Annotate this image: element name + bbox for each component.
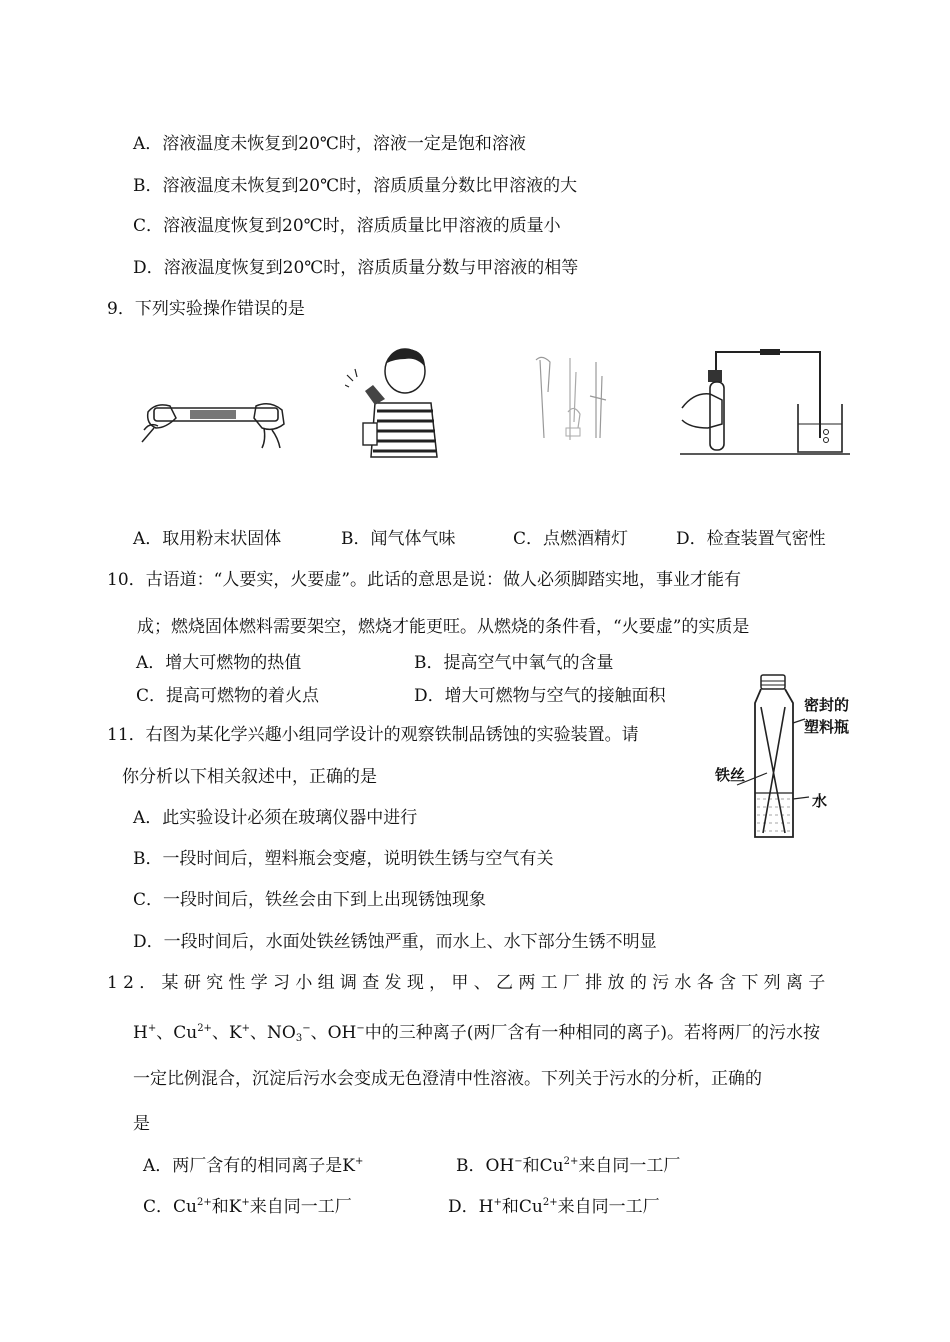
ion-k-charge: + xyxy=(354,1156,364,1167)
q12-option-b-mid: 和Cu xyxy=(522,1156,564,1176)
ion-oh-charge: − xyxy=(514,1156,523,1167)
q8-option-d: D．溶液温度恢复到20℃时，溶质质量分数与甲溶液的相等 xyxy=(133,258,579,278)
q12-option-a xyxy=(143,1155,363,1177)
ion-no3-subscript: 3 xyxy=(295,1033,303,1044)
q12-option-c-pre: C．Cu xyxy=(143,1197,197,1217)
q12-option-d-tail: 来自同一工厂 xyxy=(557,1197,660,1217)
ion-k: K xyxy=(228,1023,242,1043)
figure-label-bottle-1: 密封的 xyxy=(804,696,850,714)
ion-cu-charge: 2+ xyxy=(542,1197,558,1208)
q9-option-b: B．闻气体气味 xyxy=(341,529,456,549)
q10-stem-line2: 成；燃烧固体燃料需要架空，燃烧才能更旺。从燃烧的条件看，“火要虚”的实质是 xyxy=(137,617,750,637)
ion-cu-charge: 2+ xyxy=(197,1023,212,1034)
q9-option-d: D．检查装置气密性 xyxy=(676,529,826,549)
q10-option-b: B．提高空气中氧气的含量 xyxy=(414,653,614,673)
ion-no3-charge: − xyxy=(302,1023,311,1034)
q12-option-d-mid: 和Cu xyxy=(501,1197,543,1217)
q11-option-b: B．一段时间后，塑料瓶会变瘪，说明铁生锈与空气有关 xyxy=(133,849,554,869)
ion-no3: NO xyxy=(267,1023,296,1043)
ion-oh-charge: − xyxy=(356,1023,365,1034)
q11-option-a: A．此实验设计必须在玻璃仪器中进行 xyxy=(133,808,418,828)
q12-option-b-pre: B．OH xyxy=(456,1156,515,1176)
q12-option-d xyxy=(448,1196,660,1218)
q8-option-b: B．溶液温度未恢复到20℃时，溶质质量分数比甲溶液的大 xyxy=(133,176,578,196)
q12-option-c-tail: 来自同一工厂 xyxy=(249,1197,352,1217)
ion-k-charge: + xyxy=(241,1197,250,1208)
alcohol-lamp-figure xyxy=(530,352,620,442)
separator: 、 xyxy=(211,1023,229,1043)
ion-cu: Cu xyxy=(173,1023,198,1043)
q11-option-d: D．一段时间后，水面处铁丝锈蚀严重，而水上、水下部分生锈不明显 xyxy=(133,932,657,952)
q9-option-c: C．点燃酒精灯 xyxy=(513,529,629,549)
q8-option-a: A．溶液温度未恢复到20℃时，溶液一定是饱和溶液 xyxy=(133,134,526,154)
q8-option-c: C．溶液温度恢复到20℃时，溶质质量比甲溶液的质量小 xyxy=(133,216,561,236)
ion-oh: OH xyxy=(327,1023,357,1043)
ion-k-charge: + xyxy=(241,1023,251,1034)
q9-stem: 9．下列实验操作错误的是 xyxy=(107,299,305,319)
q10-option-d: D．增大可燃物与空气的接触面积 xyxy=(414,686,666,706)
q11-stem-line2: 你分析以下相关叙述中，正确的是 xyxy=(122,767,377,787)
ion-cu-charge: 2+ xyxy=(563,1156,579,1167)
powder-solid-figure xyxy=(140,388,290,450)
separator: 、 xyxy=(156,1023,174,1043)
q11-stem-line1: 11．右图为某化学兴趣小组同学设计的观察铁制品锈蚀的实验装置。请 xyxy=(107,725,639,745)
q10-option-c: C．提高可燃物的着火点 xyxy=(136,686,320,706)
q12-stem-line1: 12．某研究性学习小组调查发现，甲、乙两工厂排放的污水各含下列离子 xyxy=(107,973,831,993)
ion-h-charge: + xyxy=(493,1197,502,1208)
figure-label-bottle-2: 塑料瓶 xyxy=(804,718,850,736)
q10-option-a: A．增大可燃物的热值 xyxy=(136,653,302,673)
ion-h-charge: + xyxy=(147,1023,157,1034)
ion-cu-charge: 2+ xyxy=(196,1197,212,1208)
smelling-gas-figure xyxy=(345,345,440,460)
separator: 、 xyxy=(250,1023,268,1043)
q12-stem-line3: 一定比例混合，沉淀后污水会变成无色澄清中性溶液。下列关于污水的分析，正确的 xyxy=(133,1069,762,1089)
figure-label-water: 水 xyxy=(812,792,828,810)
q12-option-c-mid: 和K xyxy=(211,1197,242,1217)
airtightness-check-figure xyxy=(680,348,850,458)
q10-stem-line1: 10．古语道：“人要实，火要虚”。此话的意思是说：做人必须脚踏实地，事业才能有 xyxy=(107,570,742,590)
q12-option-d-pre: D．H xyxy=(448,1197,494,1217)
q12-stem-line2-tail: 中的三种离子(两厂含有一种相同的离子)。若将两厂的污水按 xyxy=(364,1023,821,1043)
q12-stem-line4: 是 xyxy=(133,1114,150,1134)
ion-h: H xyxy=(133,1023,148,1043)
q9-option-a: A．取用粉末状固体 xyxy=(133,529,282,549)
q12-option-b-tail: 来自同一工厂 xyxy=(578,1156,681,1176)
q12-option-a-text: A．两厂含有的相同离子是K xyxy=(143,1156,355,1176)
q11-option-c: C．一段时间后，铁丝会由下到上出现锈蚀现象 xyxy=(133,890,487,910)
separator: 、 xyxy=(310,1023,328,1043)
q12-stem-line2 xyxy=(133,1022,820,1044)
q12-option-c xyxy=(143,1196,352,1218)
q12-option-b xyxy=(456,1155,680,1177)
figure-label-wire: 铁丝 xyxy=(715,766,746,784)
